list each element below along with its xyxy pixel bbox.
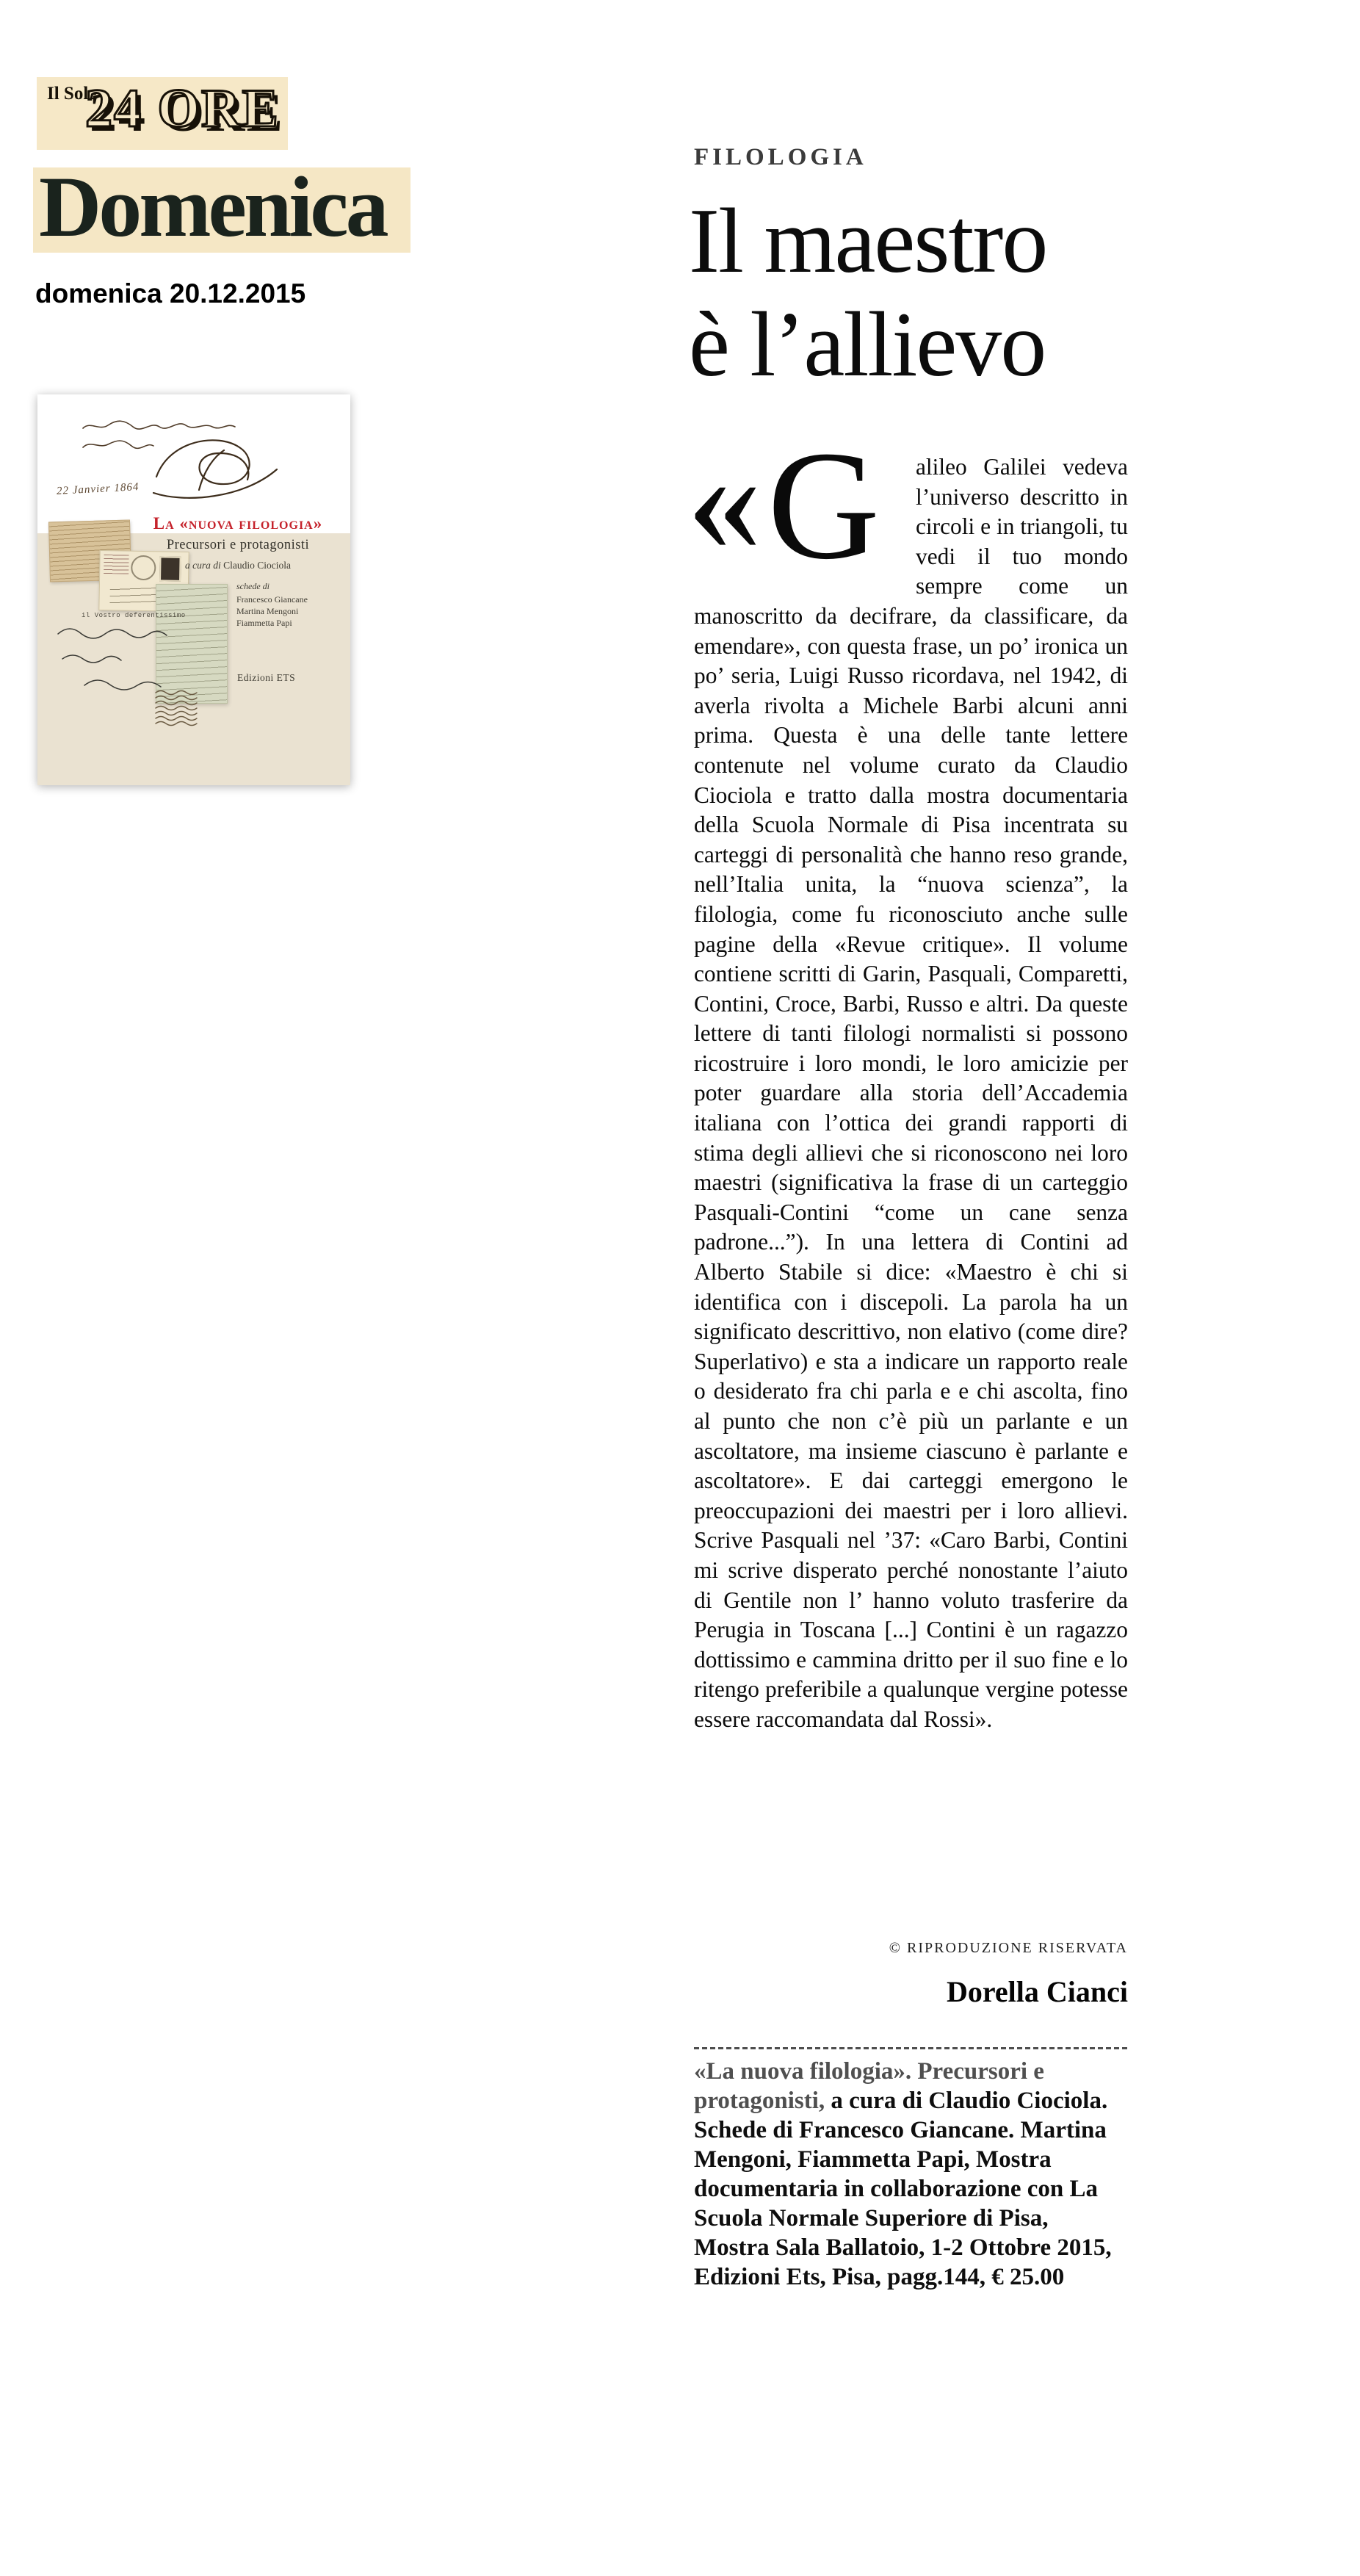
book-cover-image — [37, 394, 350, 785]
cover-schede-block — [236, 581, 308, 628]
article-body — [687, 416, 1128, 1735]
opening-guillemet: « — [687, 416, 762, 583]
domenica-label: Domenica — [39, 159, 386, 255]
cover-curator-line — [118, 560, 358, 571]
drop-cap — [687, 416, 908, 591]
inscription-date: 22 Janvier 1864 — [56, 481, 140, 497]
headline-line-1: Il maestro — [689, 190, 1047, 292]
book-note-details: a cura di Claudio Ciociola. Schede di Francesco Giancane. Martina Mengoni, Fiammetta Papi, Mostra documentaria in collaborazione con La Scuola Normale Superiore di Pisa, Mostra Sala Ballatoio, 1-2 Ottobre 2015, Edizioni Ets, Pisa, pagg.144, € 25.00 — [694, 2088, 1112, 2290]
ets-waves-logo — [154, 690, 198, 724]
24ore-label: 24 ORE — [85, 79, 280, 139]
cover-subtitle: Precursori e protagonisti — [166, 538, 310, 552]
sole24ore-logo — [37, 77, 288, 150]
schede-name: Martina Mengoni — [236, 605, 299, 616]
book-note-title: «La nuova filologia». Precursori e protagonisti, — [694, 2058, 1044, 2114]
schede-name: Fiammetta Papi — [236, 617, 292, 628]
typed-dedication: il Vostro deferentissimo — [82, 612, 186, 619]
headline-line-2: è l’allievo — [689, 294, 1046, 396]
il-sole-label: Il Sole — [47, 84, 97, 104]
schede-name: Francesco Giancane — [236, 594, 308, 605]
curator-prefix: a cura di — [185, 560, 221, 571]
issue-date: domenica 20.12.2015 — [35, 278, 306, 309]
dashed-separator — [694, 2047, 1128, 2049]
schede-label: schede di — [236, 581, 270, 591]
author-byline: Dorella Cianci — [946, 1975, 1128, 2008]
section-kicker: FILOLOGIA — [694, 144, 867, 170]
article-headline — [689, 190, 1144, 397]
signature-handwriting — [148, 431, 283, 505]
copyright-notice: © RIPRODUZIONE RISERVATA — [889, 1940, 1128, 1956]
book-reference-note — [694, 2057, 1124, 2292]
curator-name: Claudio Ciociola — [223, 560, 291, 571]
domenica-banner — [33, 159, 410, 255]
cover-publisher: Edizioni ETS — [237, 672, 296, 683]
cover-title: La «nuova filologia» — [153, 514, 323, 533]
signature-2-handwriting — [55, 621, 195, 701]
body-text: alileo Galilei vedeva l’universo descritto in circoli e in triangoli, tu vedi il tuo mondo sempre come un manoscritto da decifrare, da classificare, da emendare», con questa frase, un po’ ironica un po’ seria, Luigi Russo ricordava, nel 1942, di averla rivolta a Michele Barbi alcuni anni prima. Questa è una delle tante lettere contenute nel volume curato da Claudio Ciociola e tratto dalla mostra documentaria della Scuola Normale di Pisa incentrata su carteggi di personalità che hanno reso grande, nell’Italia unita, la “nuova scienza”, la filologia, come fu riconosciuto anche sulle pagine della «Revue critique». Il volume contiene scritti di Garin, Pasquali, Comparetti, Contini, Croce, Barbi, Russo e altri. Da queste lettere di tanti filologi normalisti si possono ricostruire i loro mondi, le loro amicizie per poter guardare alla storia dell’Accademia italiana con l’ottica dei grandi rapporti di stima degli allievi che si riconoscono nei loro maestri (significativa la frase di un carteggio Pasquali-Contini “come un cane senza padrone...”). In una lettera di Contini ad Alberto Stabile si dice: «Maestro è chi si identifica con i discepoli. La parola ha un significato descrittivo, non elativo (come dire? Superlativo) e sta a indicare un rapporto reale o desiderato fra chi parla e e chi ascolta, fino al punto che non c’è più un parlante e un ascoltatore, ma insieme ciascuno è parlante e ascoltatore». E dai carteggi emergono le preoccupazioni dei maestri per i loro allievi. Scrive Pasquali nel ’37: «Caro Barbi, Contini mi scrive disperato perché nonostante l’aiuto di Gentile non l’ hanno voluto trasferire da Perugia in Toscana [...] Contini è un ragazzo dottissimo e cammina dritto per il suo fine e lo ritengo preferibile a qualunque vergine potesse essere raccomandata dal Rossi». — [694, 454, 1128, 1732]
drop-cap-letter: G — [767, 419, 880, 591]
